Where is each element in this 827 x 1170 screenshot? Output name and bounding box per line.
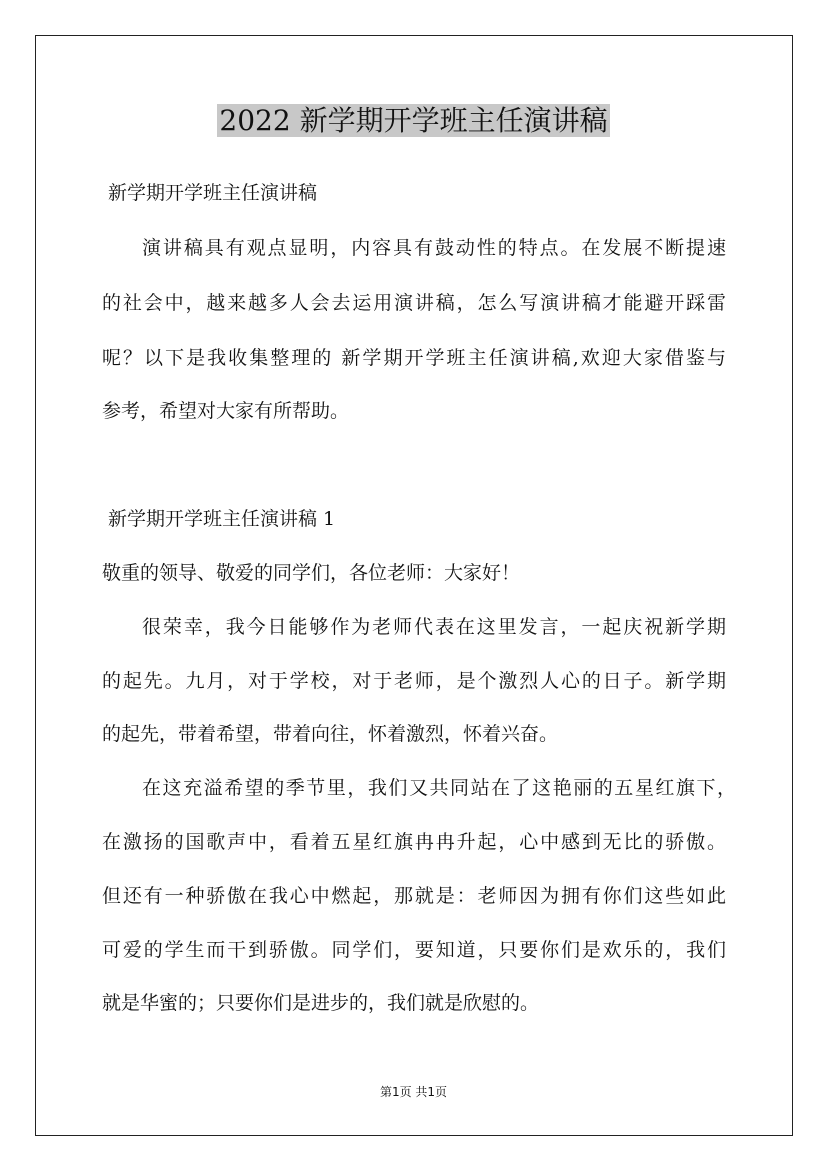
salutation-line: 敬重的领导、敬爱的同学们，各位老师：大家好！	[102, 562, 521, 584]
subtitle-line: 新学期开学班主任演讲稿	[108, 182, 318, 204]
paragraph-line: 参考，希望对大家有所帮助。	[102, 400, 350, 422]
title-text: 2022 新学期开学班主任演讲稿	[219, 104, 608, 137]
paragraph-line: 的起先，带着希望，带着向往，怀着激烈，怀着兴奋。	[102, 723, 559, 745]
paragraph-line: 在这充溢希望的季节里，我们又共同站在了这艳丽的五星红旗下，	[142, 777, 736, 799]
paragraph-line: 呢？以下是我收集整理的 新学期开学班主任演讲稿,欢迎大家借鉴与	[102, 347, 726, 369]
paragraph-line: 的社会中，越来越多人会去运用演讲稿，怎么写演讲稿才能避开踩雷	[102, 292, 726, 314]
paragraph-line: 很荣幸，我今日能够作为老师代表在这里发言，一起庆祝新学期	[142, 616, 726, 638]
paragraph-line: 但还有一种骄傲在我心中燃起，那就是：老师因为拥有你们这些如此	[102, 885, 726, 907]
section-heading: 新学期开学班主任演讲稿 1	[108, 508, 336, 530]
paragraph-line: 演讲稿具有观点显明，内容具有鼓动性的特点。在发展不断提速	[142, 237, 726, 259]
document-title	[0, 100, 827, 142]
paragraph-line: 可爱的学生而干到骄傲。同学们，要知道，只要你们是欢乐的，我们	[102, 939, 726, 961]
paragraph-line: 在激扬的国歌声中，看着五星红旗冉冉升起，心中感到无比的骄傲。	[102, 831, 726, 853]
paragraph-line: 的起先。九月，对于学校，对于老师，是个激烈人心的日子。新学期	[102, 670, 726, 692]
page-footer: 第1页 共1页	[379, 1085, 448, 1099]
paragraph-line: 就是华蜜的；只要你们是进步的，我们就是欣慰的。	[102, 992, 540, 1014]
